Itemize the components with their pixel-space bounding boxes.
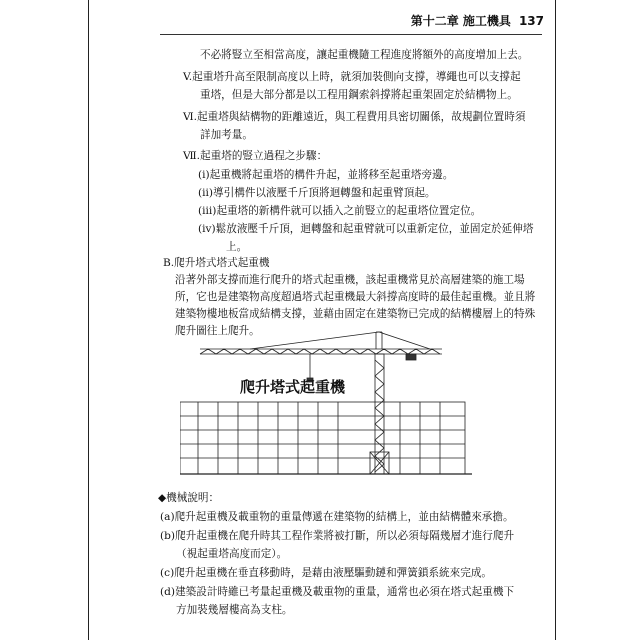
note-a-label: (a)	[160, 511, 175, 523]
note-b-text: 爬升起重機在爬升時其工程作業將被打斷，所以必須每隔幾層才進行爬升	[175, 530, 515, 542]
note-c	[160, 566, 492, 580]
crane-jib	[200, 332, 442, 382]
item6-text1: 起重塔與結構物的距離遠近，與工程費用具密切關係，故規劃位置時須	[197, 111, 526, 123]
item7-title-line	[183, 149, 327, 163]
item6-line2: 詳加考量。	[200, 129, 253, 141]
section-b-para-line1: 沿著外部支撐而進行爬升的塔式起重機，該起重機常見於高層建築的施工場	[175, 274, 525, 286]
climbing-crane-diagram	[180, 330, 475, 480]
section-b-para-line4: 爬升圖往上爬升。	[175, 325, 260, 337]
step-iv-label: (iv)	[198, 223, 216, 235]
continuation-text: 不必將豎立至相當高度，讓起重機隨工程進度將額外的高度增加上去。	[200, 49, 529, 61]
note-b	[160, 529, 514, 543]
crane-tower	[370, 354, 389, 474]
running-header	[411, 12, 544, 29]
item5-label: V.	[183, 71, 193, 83]
step-iv-cont: 上。	[226, 241, 248, 253]
step-ii	[198, 186, 436, 200]
item5-text1: 起重塔升高至限制高度以上時，就須加裝側向支撐，導繩也可以支撐起	[192, 71, 521, 83]
note-a	[160, 510, 514, 524]
note-d-label: (d)	[160, 586, 176, 598]
step-ii-text: 導引構件以液壓千斤頂將迴轉盤和起重臂頂起。	[213, 187, 436, 199]
step-iv	[198, 222, 533, 236]
item7-title: 起重塔的豎立過程之步驟：	[200, 150, 328, 162]
note-c-text: 爬升起重機在垂直移動時，是藉由液壓驅動鏈和彈簧鎖系統來完成。	[174, 567, 493, 579]
figure-label: 爬升塔式起重機	[240, 378, 346, 396]
note-b-label: (b)	[160, 530, 176, 542]
step-iii-label: (iii)	[198, 205, 217, 217]
building-elevation	[180, 402, 472, 474]
item6-label: Ⅵ.	[183, 111, 198, 123]
item5-line2: 重塔，但是大部分都是以工程用鋼索斜撐將起重架固定於結構物上。	[200, 89, 518, 101]
step-ii-label: (ii)	[198, 187, 214, 199]
note-d-cont: 方加裝幾層樓高為支柱。	[176, 604, 293, 616]
note-d	[160, 585, 514, 599]
page-number: 137	[518, 14, 544, 28]
header-rule	[160, 34, 542, 35]
item5-line1	[183, 70, 521, 84]
note-b-cont: （視起重塔高度而定）。	[176, 548, 288, 560]
step-i-label: (i)	[198, 169, 210, 181]
step-iii-text: 起重塔的新構件就可以插入之前豎立的起重塔位置定位。	[216, 205, 482, 217]
notes-heading: ◆機械說明：	[158, 492, 220, 504]
section-b-title: B.爬升塔式塔式起重機	[163, 257, 270, 269]
step-i	[198, 168, 453, 182]
note-c-label: (c)	[160, 567, 175, 579]
step-iv-text: 鬆放液壓千斤頂，迴轉盤和起重臂就可以重新定位，並固定於延伸塔	[215, 223, 534, 235]
note-d-text: 建築設計時雖已考量起重機及載重物的重量，通常也必須在塔式起重機下	[175, 586, 515, 598]
section-b-para-line3: 建築物樓地板當成結構支撐，並藉由固定在建築物已完成的結構樓層上的特殊	[175, 308, 536, 320]
step-iii	[198, 204, 481, 218]
note-a-text: 爬升起重機及載重物的重量傳遞在建築物的結構上，並由結構體來承擔。	[174, 511, 514, 523]
item6-line1	[183, 110, 525, 124]
chapter-title: 第十二章 施工機具	[410, 14, 511, 28]
step-i-text: 起重機將起重塔的構件升起，並將移至起重塔旁邊。	[209, 169, 454, 181]
item7-label: Ⅶ.	[183, 150, 201, 162]
section-b-para-line2: 所，它也是建築物高度超過塔式起重機最大斜撐高度時的最佳起重機。並且將	[175, 291, 536, 303]
